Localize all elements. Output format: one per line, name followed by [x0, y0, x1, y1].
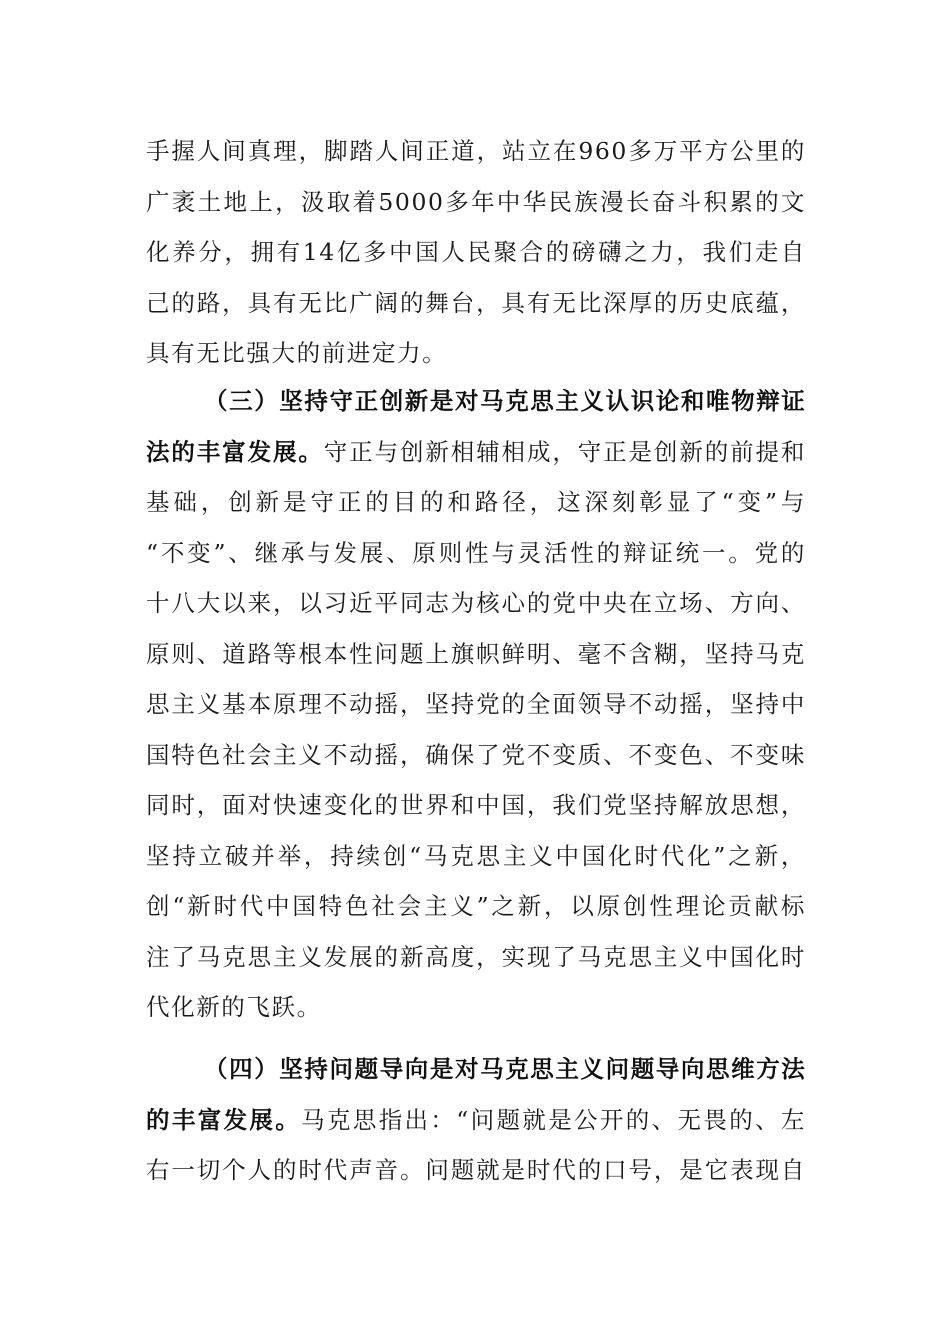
section-heading: 的丰富发展。	[146, 1105, 302, 1134]
text-line: “不变”、继承与发展、原则性与灵活性的辩证统一。党的	[146, 538, 806, 567]
text-line: 基础，创新是守正的目的和路径，这深刻彰显了“变”与	[146, 488, 806, 516]
section-heading-line: （四）坚持问题导向是对马克思主义问题导向思维方法	[204, 1055, 806, 1083]
text-line: 右一切个人的时代声音。问题就是时代的口号，是它表现自	[146, 1156, 806, 1184]
text-line: 手握人间真理，脚踏人间正道，站立在960多万平方公里的	[146, 137, 806, 165]
section-heading-line: （三）坚持守正创新是对马克思主义认识论和唯物辩证	[204, 387, 806, 415]
text-run: 马克思指出：“问题就是公开的、无畏的、左	[301, 1105, 806, 1134]
text-line: 坚持立破并举，持续创“马克思主义中国化时代化”之新，	[146, 841, 806, 870]
text-line: 己的路，具有无比广阔的舞台，具有无比深厚的历史底蕴，	[146, 288, 806, 317]
section-heading: 法的丰富发展。	[146, 437, 324, 466]
text-line	[146, 1095, 806, 1146]
text-line	[146, 427, 806, 478]
section-four-paragraph	[146, 1044, 806, 1196]
text-line: 十八大以来，以习近平同志为核心的党中央在立场、方向、	[146, 589, 806, 617]
section-three-paragraph	[146, 376, 806, 1033]
paragraph-continuation	[146, 126, 806, 379]
text-line: 国特色社会主义不动摇，确保了党不变质、不变色、不变味	[146, 740, 806, 769]
text-line: 注了马克思主义发展的新高度，实现了马克思主义中国化时	[146, 942, 806, 971]
text-line: 创“新时代中国特色社会主义”之新，以原创性理论贡献标	[146, 892, 806, 920]
text-run: 守正与创新相辅相成，守正是创新的前提和	[323, 437, 806, 466]
text-line: 代化新的飞跃。	[146, 993, 322, 1021]
text-line: 思主义基本原理不动摇，坚持党的全面领导不动摇，坚持中	[146, 690, 806, 718]
text-line: 化养分，拥有14亿多中国人民聚合的磅礴之力，我们走自	[146, 238, 806, 266]
text-line: 同时，面对快速变化的世界和中国，我们党坚持解放思想，	[146, 791, 806, 819]
text-line: 原则、道路等根本性问题上旗帜鲜明、毫不含糊，坚持马克	[146, 639, 806, 668]
text-line: 具有无比强大的前进定力。	[146, 339, 448, 367]
text-line: 广袤土地上，汲取着5000多年中华民族漫长奋斗积累的文	[146, 187, 806, 216]
